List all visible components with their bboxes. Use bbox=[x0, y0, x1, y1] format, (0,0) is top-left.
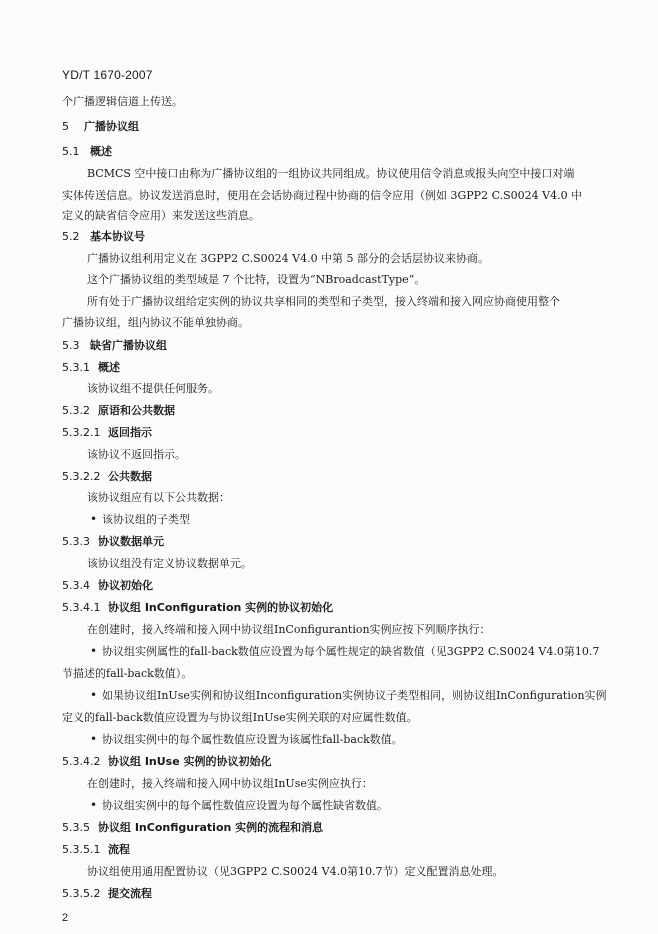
bullet-item: • 协议组实例中的每个属性数值应设置为该属性fall-back数值。 bbox=[90, 733, 403, 746]
section-heading-5-3-4 bbox=[62, 579, 153, 592]
body-line: 定义的缺省信令应用）来发送这些消息。 bbox=[62, 209, 260, 222]
section-title: 原语和公共数据 bbox=[98, 404, 175, 417]
body-line: 该协议不返回指示。 bbox=[87, 448, 186, 461]
body-line: 该协议组没有定义协议数据单元。 bbox=[87, 557, 252, 570]
section-heading-5-2 bbox=[62, 230, 145, 243]
section-title: 协议组 InUse 实例的协议初始化 bbox=[108, 755, 272, 768]
section-heading-5-3 bbox=[62, 339, 167, 352]
section-heading-5-3-5-1 bbox=[62, 843, 130, 856]
section-number: 5.3.4.2 bbox=[62, 755, 101, 768]
section-number: 5.3.5 bbox=[62, 821, 90, 834]
section-heading-5-3-4-1 bbox=[62, 601, 333, 614]
section-title: 广播协议组 bbox=[84, 120, 139, 133]
section-title: 协议初始化 bbox=[98, 579, 153, 592]
section-title: 提交流程 bbox=[108, 887, 152, 900]
body-line: 该协议组应有以下公共数据： bbox=[87, 491, 230, 504]
section-title: 流程 bbox=[108, 843, 130, 856]
bullet-item: • 协议组实例属性的fall-back数值应设置为每个属性规定的缺省数值（见3GPP2 C.S0024 V4.0第10.7 bbox=[90, 645, 599, 658]
section-heading-5-3-1 bbox=[62, 361, 120, 374]
section-title: 概述 bbox=[98, 361, 120, 374]
body-line: 该协议组不提供任何服务。 bbox=[87, 382, 219, 395]
section-number: 5.3.4 bbox=[62, 579, 90, 592]
body-line: 广播协议组，组内协议不能单独协商。 bbox=[62, 316, 249, 329]
section-title: 返回指示 bbox=[108, 426, 152, 439]
section-number: 5.3.5.2 bbox=[62, 887, 101, 900]
section-number: 5.3.3 bbox=[62, 535, 90, 548]
bullet-item: • 如果协议组InUse实例和协议组Inconfiguration实例协议子类型相同，则协议组InConfiguration实例 bbox=[90, 689, 607, 702]
section-heading-5-3-2-1 bbox=[62, 426, 152, 439]
section-heading-5 bbox=[62, 120, 139, 133]
section-heading-5-1 bbox=[62, 145, 112, 158]
section-number: 5.3.5.1 bbox=[62, 843, 101, 856]
section-number: 5.3.2 bbox=[62, 404, 90, 417]
section-heading-5-3-3 bbox=[62, 535, 164, 548]
section-number: 5.3.2.1 bbox=[62, 426, 101, 439]
body-line: 节描述的fall-back数值）。 bbox=[62, 667, 193, 680]
bullet-item: • 该协议组的子类型 bbox=[90, 513, 190, 526]
section-heading-5-3-5-2 bbox=[62, 887, 152, 900]
section-title: 缺省广播协议组 bbox=[90, 339, 167, 352]
section-title: 协议组 InConfiguration 实例的协议初始化 bbox=[108, 601, 334, 614]
body-line: 个广播逻辑信道上传送。 bbox=[62, 95, 183, 108]
section-number: 5.3.2.2 bbox=[62, 470, 101, 483]
section-heading-5-3-2-2 bbox=[62, 470, 152, 483]
body-line: 实体传送信息。协议发送消息时，使用在会话协商过程中协商的信令应用（例如 3GPP2 C.S0024 V4.0 中 bbox=[62, 189, 583, 202]
section-heading-5-3-2 bbox=[62, 404, 175, 417]
section-title: 协议数据单元 bbox=[98, 535, 164, 548]
body-line: 广播协议组利用定义在 3GPP2 C.S0024 V4.0 中第 5 部分的会话层协议来协商。 bbox=[87, 252, 490, 265]
bullet-item: • 协议组实例中的每个属性数值应设置为每个属性缺省数值。 bbox=[90, 799, 388, 812]
section-number: 5.3 bbox=[62, 339, 80, 352]
section-title: 公共数据 bbox=[108, 470, 152, 483]
page-number: 2 bbox=[62, 912, 69, 924]
section-number: 5.1 bbox=[62, 145, 80, 158]
section-title: 基本协议号 bbox=[90, 230, 145, 243]
section-title: 概述 bbox=[90, 145, 112, 158]
section-number: 5.3.4.1 bbox=[62, 601, 101, 614]
section-number: 5.3.1 bbox=[62, 361, 90, 374]
section-number: 5 bbox=[62, 120, 69, 133]
body-line: 在创建时，接入终端和接入网中协议组InConfigurantion实例应按下列顺序执行： bbox=[87, 623, 491, 636]
section-heading-5-3-4-2 bbox=[62, 755, 272, 768]
document-id: YD/T 1670-2007 bbox=[62, 68, 153, 82]
body-line: BCMCS 空中接口由称为广播协议组的一组协议共同组成。协议使用信令消息或报头向空中接口对端 bbox=[87, 167, 575, 180]
body-line: 这个广播协议组的类型域是 7 个比特，设置为“NBroadcastType”。 bbox=[87, 273, 426, 286]
body-line: 定义的fall-back数值应设置为与协议组InUse实例关联的对应属性数值。 bbox=[62, 711, 418, 724]
body-line: 在创建时，接入终端和接入网中协议组InUse实例应执行： bbox=[87, 777, 373, 790]
section-title: 协议组 InConfiguration 实例的流程和消息 bbox=[98, 821, 324, 834]
section-heading-5-3-5 bbox=[62, 821, 323, 834]
body-line: 协议组使用通用配置协议（见3GPP2 C.S0024 V4.0第10.7节）定义配置消息处理。 bbox=[87, 865, 504, 878]
section-number: 5.2 bbox=[62, 230, 80, 243]
body-line: 所有处于广播协议组给定实例的协议共享相同的类型和子类型，接入终端和接入网应协商使用整个 bbox=[87, 295, 560, 308]
